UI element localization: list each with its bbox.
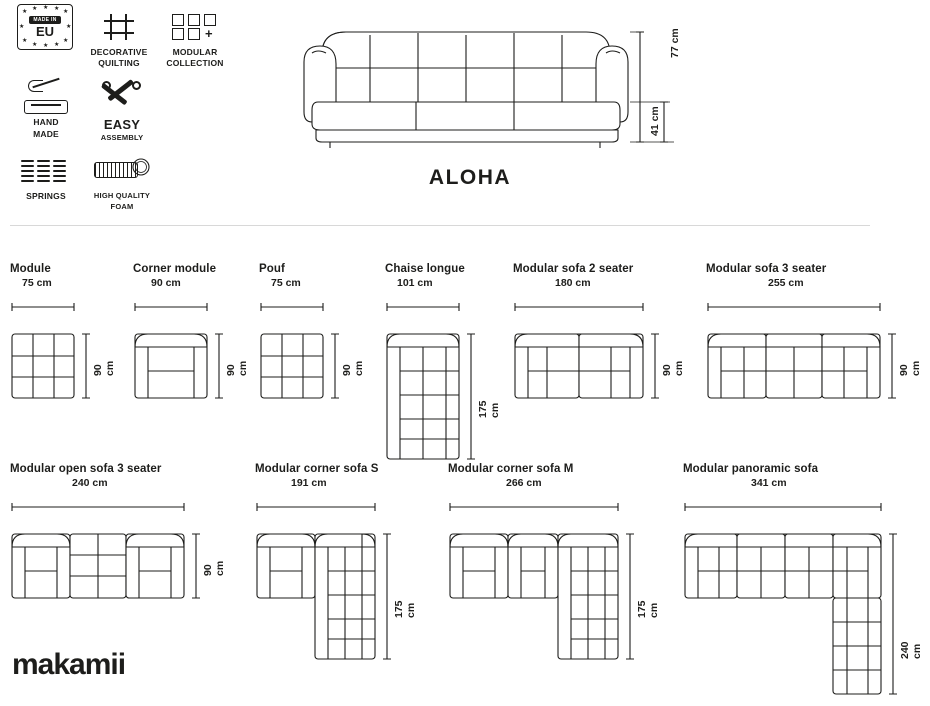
badge-label-line1: MODULAR <box>172 47 218 57</box>
item-title: Modular open sofa 3 seater <box>10 463 162 475</box>
item-depth-label: 90 cm <box>92 360 116 376</box>
item-width-label: 341 cm <box>751 477 787 489</box>
hero-sofa-illustration <box>300 18 690 163</box>
badge-label-line2: COLLECTION <box>166 58 224 69</box>
item-chaise-longue <box>385 263 501 471</box>
foam-icon <box>94 152 150 190</box>
eu-icon: ★ ★ ★ ★ ★ ★ ★ ★ ★ ★ ★ ★ MADE IN EU <box>19 5 72 49</box>
modular-icon: + <box>172 8 218 46</box>
hero-height-seat-label: 41 cm <box>649 106 661 136</box>
badge-label-line2: QUILTING <box>98 58 140 69</box>
badge-row-2 <box>10 78 230 142</box>
item-title: Module <box>10 263 51 275</box>
brand-logo <box>12 648 125 682</box>
badge-row-1 <box>10 5 230 69</box>
item-modular-sofa-3-seater <box>706 263 922 411</box>
item-depth-label: 240 cm <box>899 641 923 659</box>
item-module <box>10 263 116 411</box>
item-depth-label: 90 cm <box>341 360 365 376</box>
quilting-icon <box>104 8 134 46</box>
badge-label-line1: SPRINGS <box>26 191 66 202</box>
feature-badges <box>10 5 230 221</box>
item-width-label: 75 cm <box>271 277 301 289</box>
badge-row-3 <box>10 152 230 210</box>
badge-label-line2: FOAM <box>110 201 134 211</box>
section-divider <box>10 225 870 226</box>
item-title: Modular corner sofa S <box>255 463 379 475</box>
item-modular-sofa-2-seater <box>513 263 685 411</box>
item-title: Pouf <box>259 263 285 275</box>
item-width-label: 266 cm <box>506 477 542 489</box>
item-pouf <box>259 263 365 411</box>
badge-label-line1: EASY <box>103 117 141 133</box>
quality-star-icon <box>132 158 150 176</box>
item-depth-label: 175 cm <box>636 600 660 618</box>
badge-made-in-eu <box>10 5 80 49</box>
item-title: Modular sofa 3 seater <box>706 263 827 275</box>
item-modular-corner-sofa-s <box>255 463 417 671</box>
item-title: Modular corner sofa M <box>448 463 574 475</box>
item-title: Chaise longue <box>385 263 465 275</box>
badge-label-line2: ASSEMBLY <box>100 133 144 143</box>
badge-springs <box>10 152 82 201</box>
item-title: Corner module <box>133 263 217 275</box>
item-depth-label: 90 cm <box>661 360 685 376</box>
item-depth-label: 90 cm <box>202 560 226 576</box>
badge-hand-made <box>10 78 82 138</box>
item-width-label: 240 cm <box>72 477 108 489</box>
badge-easy-assembly <box>86 78 158 142</box>
item-depth-label: 90 cm <box>225 360 249 376</box>
item-modular-open-sofa-3-seater <box>10 463 226 611</box>
badge-label-line2: MADE <box>33 128 59 139</box>
badge-label-line1: HAND <box>33 117 59 128</box>
item-depth-label: 175 cm <box>477 400 501 418</box>
badge-label-line1: HIGH QUALITY <box>93 191 151 201</box>
hand-made-icon <box>24 78 68 116</box>
tools-icon <box>102 78 142 116</box>
eu-text: EU <box>35 24 55 39</box>
item-depth-label: 175 cm <box>393 600 417 618</box>
item-width-label: 90 cm <box>151 277 181 289</box>
item-width-label: 180 cm <box>555 277 591 289</box>
item-width-label: 75 cm <box>22 277 52 289</box>
item-modular-panoramic-sofa <box>683 463 923 706</box>
item-corner-module <box>133 263 249 411</box>
item-width-label: 101 cm <box>397 277 433 289</box>
badge-high-quality-foam <box>86 152 158 210</box>
item-width-label: 191 cm <box>291 477 327 489</box>
badge-label-line1: DECORATIVE <box>90 47 148 57</box>
brand-name: makamii <box>12 648 126 681</box>
hero-height-total-label: 77 cm <box>669 28 681 58</box>
item-title: Modular panoramic sofa <box>683 463 819 475</box>
badge-modular-collection <box>160 8 230 68</box>
item-width-label: 255 cm <box>768 277 804 289</box>
item-title: Modular sofa 2 seater <box>513 263 634 275</box>
page-title: ALOHA <box>428 166 512 189</box>
item-modular-corner-sofa-m <box>448 463 660 671</box>
made-in-text: MADE IN <box>29 16 60 24</box>
badge-decorative-quilting <box>84 8 154 68</box>
springs-icon <box>21 152 71 190</box>
item-depth-label: 90 cm <box>898 360 922 376</box>
